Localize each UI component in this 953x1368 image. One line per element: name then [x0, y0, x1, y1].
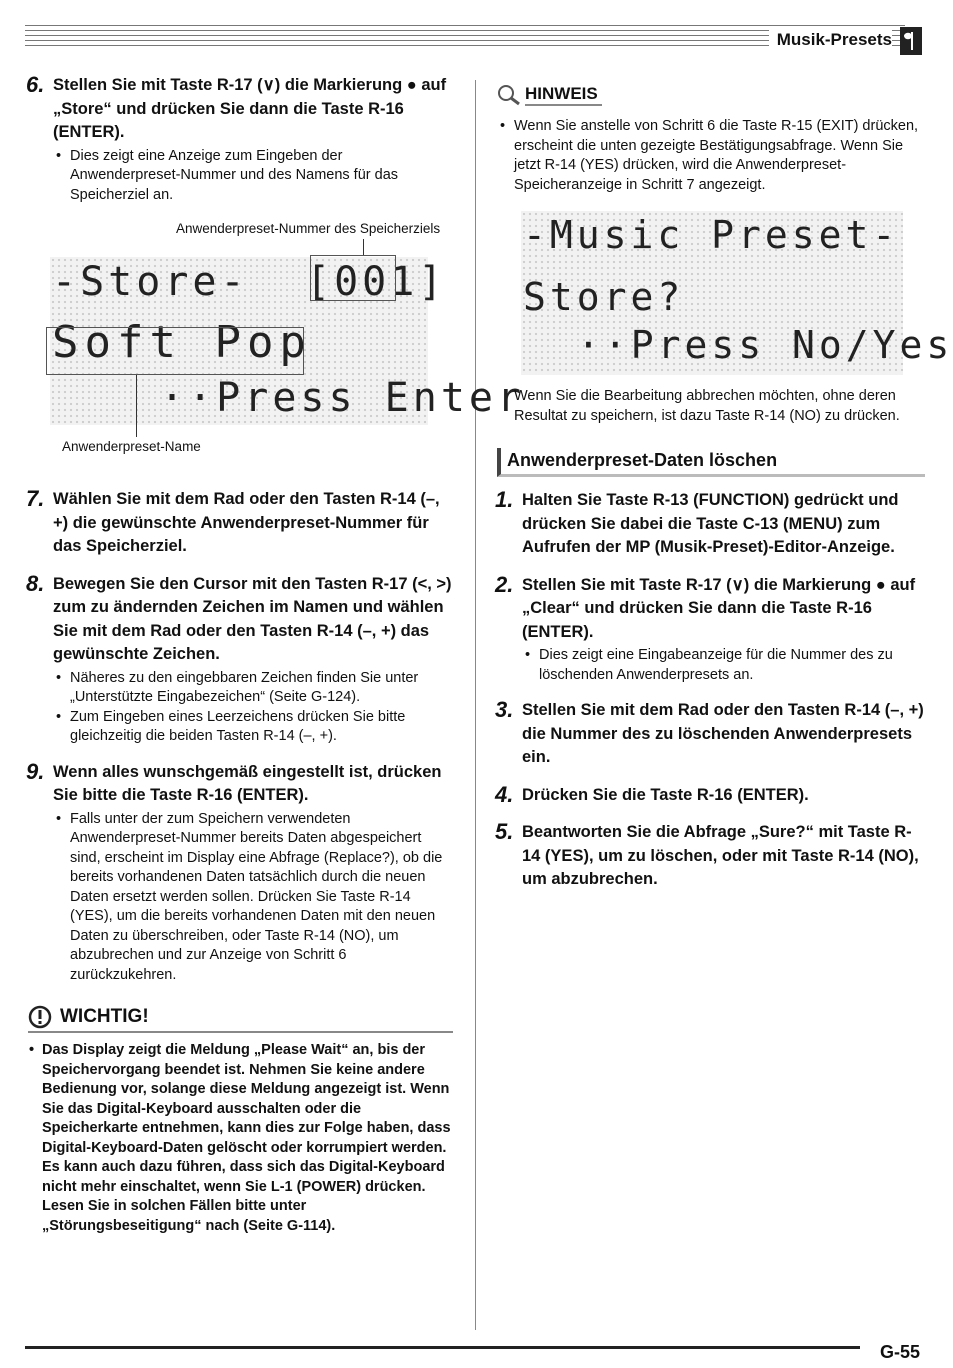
lcd-line-2: Store?	[523, 275, 685, 319]
step-text: Wählen Sie mit dem Rad oder den Tasten R-14 (–, +) die gewünschte Anwenderpreset-Nummer für das Speicherziel.	[53, 490, 440, 555]
footer-rule	[25, 1346, 860, 1349]
lcd-display-confirm	[521, 211, 953, 375]
step-text: Wenn alles wunschgemäß eingestellt ist, drücken Sie bitte die Taste R-16 (ENTER).	[53, 762, 442, 804]
note-item: • Dies zeigt eine Eingabeanzeige für die Nummer des zu löschenden Anwenderpresets an.	[539, 646, 925, 685]
step-number: 5.	[495, 819, 514, 844]
lcd-figure-store	[28, 209, 526, 464]
lcd-line-1: -Music Preset-	[523, 213, 900, 257]
step-text: Stellen Sie mit Taste R-17 (∨) die Markierung ● auf „Store“ und drücken Sie dann die Taste R-16 (ENTER).	[53, 76, 447, 141]
step-8-notes	[28, 669, 453, 747]
wichtig-title: WICHTIG!	[60, 1006, 149, 1027]
step-text: Bewegen Sie den Cursor mit den Tasten R-17 (<, >) zum zu ändernden Zeichen im Namen und wählen Sie mit dem Rad oder den Tasten R-14 (–, +) das gewünschte Zeichen.	[53, 574, 452, 663]
lcd-line-1: -Store-	[52, 259, 249, 305]
step-text: Stellen Sie mit dem Rad oder den Tasten R-14 (–, +) die Nummer des zu löschenden Anwenderpresets ein.	[522, 701, 924, 766]
wichtig-header	[28, 1005, 453, 1033]
column-divider	[475, 80, 476, 1330]
lcd-caption-name: Anwenderpreset-Name	[62, 439, 201, 454]
clear-step-2-notes	[497, 646, 925, 685]
lcd-preset-number: [001]	[306, 259, 447, 305]
step-6	[28, 74, 453, 145]
clear-step-1	[497, 489, 925, 560]
step-number: 9.	[26, 758, 45, 784]
note-item: • Näheres zu den eingebbaren Zeichen finden Sie unter „Unterstützte Eingabezeichen“ (Seite G-124).	[70, 669, 453, 708]
page-number: G-55	[880, 1342, 921, 1362]
wichtig-notes	[28, 1041, 453, 1236]
step-text: Halten Sie Taste R-13 (FUNCTION) gedrückt und drücken Sie dabei die Taste C-13 (MENU) zum Aufrufen der MP (Musik-Preset)-Editor-Anzeige.	[522, 491, 899, 556]
hinweis-text: • Wenn Sie anstelle von Schritt 6 die Taste R-15 (EXIT) drücken, erscheint die unten gezeigte Bestätigungsabfrage. Wenn Sie jetzt R-14 (YES) drücken, wird die Anwenderpreset-Speicheranzeige in Schritt 7 angezeigt.	[514, 117, 925, 195]
highlight-box-name	[46, 327, 304, 375]
warning-icon	[28, 1005, 52, 1029]
left-column	[26, 72, 526, 1236]
lcd-caption-number: Anwenderpreset-Nummer des Speicherziels	[176, 221, 441, 236]
step-number: 3.	[495, 697, 514, 722]
note-item: • Falls unter der zum Speichern verwendeten Anwenderpreset-Nummer bereits Daten abgespeichert sind, erscheint im Display eine Abfrage (Replace?), ob die bereits vorhandenen Daten tatsächlich durch die neuen Daten ersetzt werden sollen. Drücken Sie Taste R-14 (YES), um die bereits vorhandenen Daten mit den neuen Daten zu überschreiben, oder Taste R-14 (NO), um abzubrechen und zur Anzeige von Schritt 6 zurückzukehren.	[70, 810, 453, 986]
step-number: 1.	[495, 487, 514, 512]
caption-leader	[136, 375, 137, 437]
magnifier-icon	[497, 84, 523, 106]
clear-step-3	[497, 699, 925, 770]
step-text: Beantworten Sie die Abfrage „Sure?“ mit Taste R-14 (YES), um zu löschen, oder mit Taste R-14 (NO), um abzubrechen.	[522, 823, 919, 888]
step-number: 6.	[26, 72, 45, 97]
step-number: 7.	[26, 486, 45, 511]
highlight-box-number	[310, 255, 396, 301]
lcd-preset-name: Soft Pop	[52, 317, 312, 368]
step-text: Drücken Sie die Taste R-16 (ENTER).	[522, 785, 809, 804]
clear-step-5	[497, 821, 925, 892]
clear-step-4	[495, 781, 925, 808]
step-text: Stellen Sie mit Taste R-17 (∨) die Markierung ● auf „Clear“ und drücken Sie dann die Taste R-16 (ENTER).	[522, 575, 916, 641]
after-lcd-text: Wenn Sie die Bearbeitung abbrechen möchten, ohne deren Resultat zu speichern, ist dazu Taste R-14 (NO) zu drücken.	[514, 388, 900, 424]
step-9-notes	[28, 810, 453, 986]
lcd-line-3: ··Press No/Yes	[577, 323, 953, 367]
step-9	[26, 758, 453, 808]
caption-leader	[363, 239, 364, 255]
right-column	[495, 84, 953, 894]
page-header-title: Musik-Presets	[769, 30, 892, 50]
hinweis-header	[497, 84, 602, 106]
step-number: 4.	[495, 781, 514, 807]
step-7	[28, 488, 453, 559]
step-number: 8.	[26, 570, 45, 596]
note-item: • Dies zeigt eine Anzeige zum Eingeben der Anwenderpreset-Nummer und des Namens für das Speicherziel an.	[70, 147, 453, 206]
step-number: 2.	[495, 571, 514, 597]
music-note-icon	[900, 27, 922, 55]
clear-step-2	[495, 571, 925, 645]
step-6-notes	[28, 147, 453, 206]
lcd-line-3: ··Press Enter	[160, 375, 526, 421]
section-title: Anwenderpreset-Daten löschen	[497, 448, 925, 477]
note-item: • Zum Eingeben eines Leerzeichens drücken Sie bitte gleichzeitig die beiden Tasten R-14 (–, +).	[70, 708, 453, 747]
step-8	[26, 570, 453, 667]
wichtig-text: • Das Display zeigt die Meldung „Please Wait“ an, bis der Speichervorgang beendet ist. Nehmen Sie keine andere Bedienung vor, solange diese Meldung angezeigt ist. Wenn Sie das Digital-Keyboard ausschalten oder die Speicherkarte entnehmen, kann dies zur Folge haben, dass Digital-Keyboard-Daten gelöscht oder korrumpiert werden. Es kann auch dazu führen, dass sich das Digital-Keyboard nicht mehr einschaltet, wenn Sie L-1 (POWER) drücken. Lesen Sie in solchen Fällen bitte unter „Störungsbeseitigung“ nach (Seite G-114).	[42, 1041, 453, 1236]
hinweis-title: HINWEIS	[525, 84, 602, 106]
hinweis-notes	[497, 117, 925, 195]
